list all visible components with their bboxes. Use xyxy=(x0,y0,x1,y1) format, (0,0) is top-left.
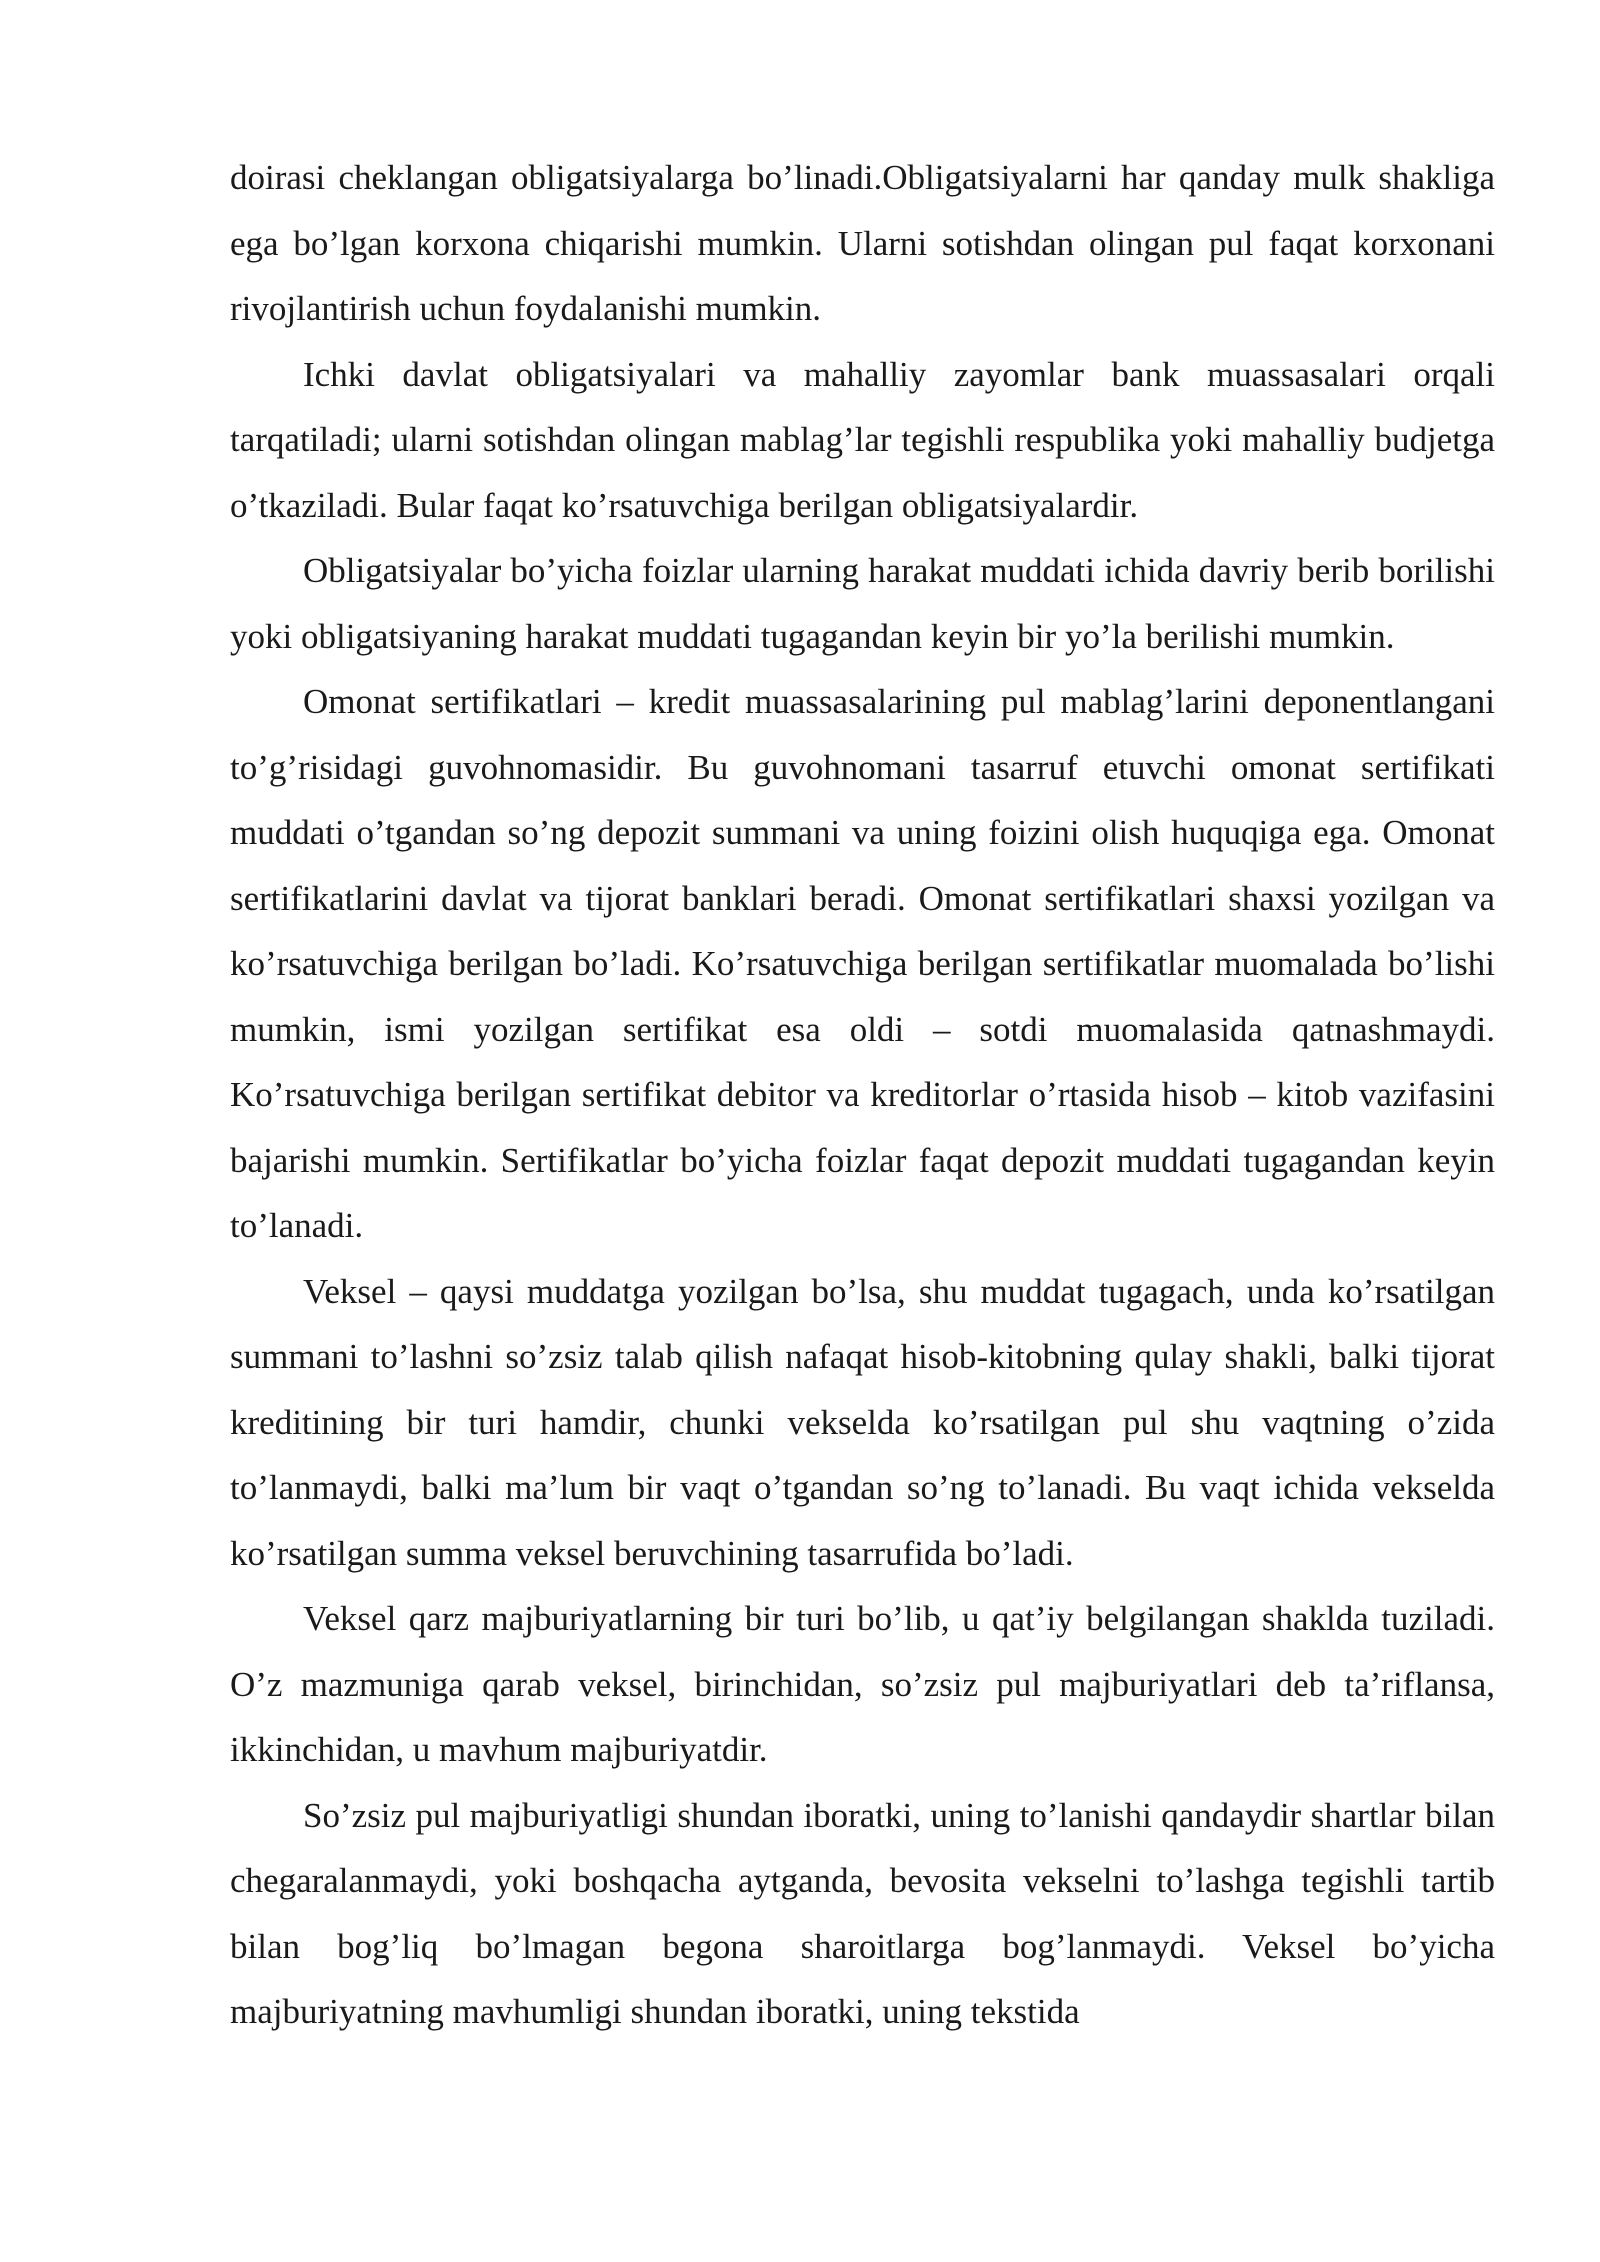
document-body xyxy=(230,145,1495,2045)
paragraph-veksel-obligation: Veksel qarz majburiyatlarning bir turi bo’lib, u qat’iy belgilangan shaklda tuziladi. O’z mazmuniga qarab veksel, birinchidan, so’zsiz pul majburiyatlari deb ta’riflansa, ikkinchidan, u mavhum majburiyatdir. xyxy=(230,1599,1495,1769)
paragraph-bond-interest: Obligatsiyalar bo’yicha foizlar ularning harakat muddati ichida davriy berib borilishi yoki obligatsiyaning harakat muddati tugagandan keyin bir yo’la berilishi mumkin. xyxy=(230,551,1495,656)
paragraph-unconditional-obligation: So’zsiz pul majburiyatligi shundan iboratki, uning to’lanishi qandaydir shartlar bilan chegaralanmaydi, yoki boshqacha aytganda, bevosita vekselni to’lashga tegishli tartib bilan bog’liq bo’lmagan begona sharoitlarga bog’lanmaydi. Veksel bo’yicha majburiyatning mavhumligi shundan iboratki, uning tekstida xyxy=(230,1795,1495,2031)
paragraph-internal-bonds: Ichki davlat obligatsiyalari va mahalliy zayomlar bank muassasalari orqali tarqatiladi; ularni sotishdan olingan mablag’lar tegishli respublika yoki mahalliy budjetga o’tkaziladi. Bular faqat ko’rsatuvchiga berilgan obligatsiyalardir. xyxy=(230,354,1495,525)
paragraph-veksel-definition: Veksel – qaysi muddatga yozilgan bo’lsa, shu muddat tugagach, unda ko’rsatilgan summani to’lashni so’zsiz talab qilish nafaqat hisob-kitobning qulay shakli, balki tijorat kreditining bir turi hamdir, chunki vekselda ko’rsatilgan pul shu vaqtning o’zida to’lanmaydi, balki ma’lum bir vaqt o’tgandan so’ng to’lanadi. Bu vaqt ichida vekselda ko’rsatilgan summa veksel beruvchining tasarrufida bo’ladi. xyxy=(230,1271,1495,1573)
paragraph-deposit-certificates: Omonat sertifikatlari – kredit muassasalarining pul mablag’larini deponentlangani to’g’risidagi guvohnomasidir. Bu guvohnomani tasarruf etuvchi omonat sertifikati muddati o’tgandan so’ng depozit summani va uning foizini olish huquqiga ega. Omonat sertifikatlarini davlat va tijorat banklari beradi. Omonat sertifikatlari shaxsi yozilgan va ko’rsatuvchiga berilgan bo’ladi. Ko’rsatuvchiga berilgan sertifikatlar muomalada bo’lishi mumkin, ismi yozilgan sertifikat esa oldi – sotdi muomalasida qatnashmaydi. Ko’rsatuvchiga berilgan sertifikat debitor va kreditorlar o’rtasida hisob – kitob vazifasini bajarishi mumkin. Sertifikatlar bo’yicha foizlar faqat depozit muddati tugagandan keyin to’lanadi. xyxy=(230,682,1495,1245)
paragraph-continuation: doirasi cheklangan obligatsiyalarga bo’linadi.Obligatsiyalarni har qanday mulk shakliga ega bo’lgan korxona chiqarishi mumkin. Ularni sotishdan olingan pul faqat korxonani rivojlantirish uchun foydalanishi mumkin. xyxy=(230,158,1495,328)
